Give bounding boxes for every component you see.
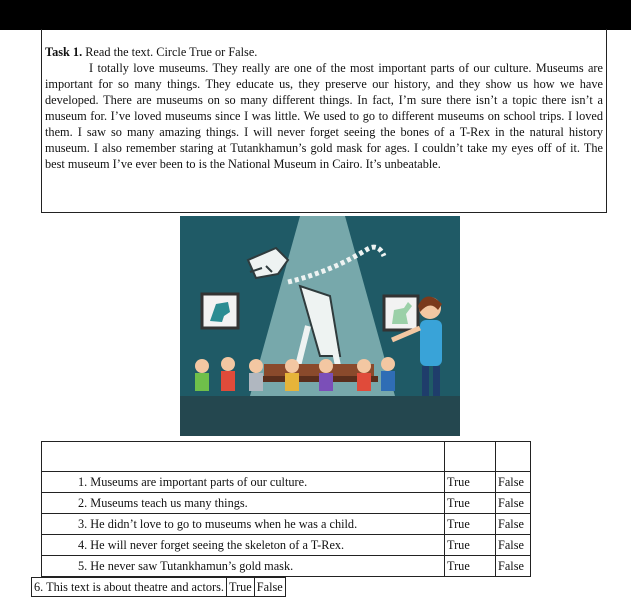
false-option[interactable]: False [496, 472, 531, 493]
top-black-bar [0, 0, 631, 30]
true-false-table [41, 441, 531, 577]
table-row [42, 472, 531, 493]
table-row [42, 514, 531, 535]
false-option[interactable]: False [496, 493, 531, 514]
statement-cell: 5. He never saw Tutankhamun’s gold mask. [42, 556, 445, 577]
table-row [42, 493, 531, 514]
task-instruction: Read the text. Circle True or False. [85, 45, 258, 59]
task-title: Task 1. [45, 45, 83, 59]
false-option[interactable]: False [496, 535, 531, 556]
table-header-row [42, 442, 531, 472]
table-row [42, 535, 531, 556]
true-option[interactable]: True [445, 556, 496, 577]
statement-cell: 6. This text is about theatre and actors. [31, 577, 227, 597]
false-option[interactable]: False [496, 556, 531, 577]
statement-cell: 1. Museums are important parts of our culture. [42, 472, 445, 493]
true-option[interactable]: True [445, 493, 496, 514]
false-option[interactable]: False [496, 514, 531, 535]
statement-cell: 3. He didn’t love to go to museums when he was a child. [42, 514, 445, 535]
statement-cell: 2. Museums teach us many things. [42, 493, 445, 514]
reading-text-box [41, 29, 607, 213]
true-option[interactable]: True [445, 472, 496, 493]
reading-paragraph: I totally love museums. They really are one of the most important parts of our culture. Museums are important for so many things. They educate us, they preserve our history, and they show us how we have developed. There are museums on so many different things. In fact, I’m sure there isn’t a topic there isn’t a museum for. I’ve loved museums since I was little. We used to go to different museums on school trips. I loved them. I saw so many amazing things. I will never forget seeing the bones of a T-Rex in the natural history museum. I also remember staring at Tutankhamun’s gold mask for ages. I couldn’t take my eyes off of it. The best museum I’ve ever been to is the National Museum in Cairo. It’s unbeatable. [45, 61, 603, 171]
true-option[interactable]: True [445, 514, 496, 535]
museum-illustration [180, 216, 460, 436]
table-row [42, 556, 531, 577]
false-option[interactable]: False [255, 577, 286, 597]
task-heading [45, 44, 603, 60]
true-option[interactable]: True [445, 535, 496, 556]
true-option[interactable]: True [227, 577, 255, 597]
question-6-row [31, 577, 286, 597]
statement-cell: 4. He will never forget seeing the skeleton of a T-Rex. [42, 535, 445, 556]
